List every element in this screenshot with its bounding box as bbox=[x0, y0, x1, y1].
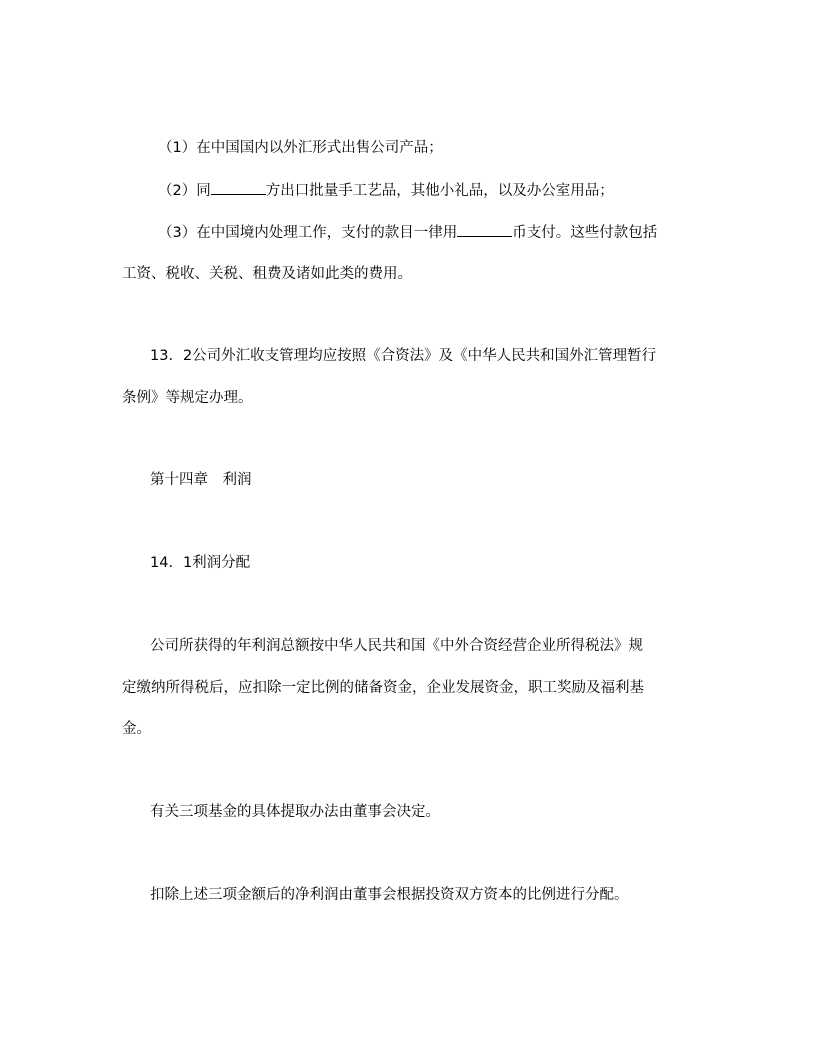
item-1-text: （1）在中国国内以外汇形式出售公司产品； bbox=[158, 140, 443, 156]
article-13-2-text-1: 13．2公司外汇收支管理均应按照《合资法》及《中华人民共和国外汇管理暂行 bbox=[150, 348, 657, 364]
profit-paragraph-line-2 bbox=[122, 678, 702, 698]
profit-paragraph-text-1: 公司所获得的年利润总额按中华人民共和国《中外合资经营企业所得税法》规 bbox=[150, 638, 643, 654]
distribution-paragraph bbox=[150, 885, 730, 905]
article-13-2-line-1 bbox=[150, 346, 730, 366]
profit-paragraph-line-1 bbox=[150, 636, 730, 656]
article-13-2-line-2 bbox=[122, 388, 702, 408]
item-1 bbox=[158, 138, 738, 158]
item-3-continued bbox=[122, 264, 702, 284]
chapter-14-title-text: 第十四章 利润 bbox=[150, 472, 252, 488]
profit-paragraph-text-3: 金。 bbox=[122, 721, 151, 737]
item-3-text-before: （3）在中国境内处理工作，支付的款目一律用 bbox=[158, 225, 458, 241]
profit-paragraph-line-3 bbox=[122, 719, 702, 739]
article-14-1-title bbox=[150, 553, 730, 573]
item-2 bbox=[158, 180, 738, 201]
funds-paragraph-text: 有关三项基金的具体提取办法由董事会决定。 bbox=[150, 804, 440, 820]
article-14-1-title-text: 14．1利润分配 bbox=[150, 555, 251, 571]
distribution-paragraph-text: 扣除上述三项金额后的净利润由董事会根据投资双方资本的比例进行分配。 bbox=[150, 887, 629, 903]
item-3-text-after: 币支付。这些付款包括 bbox=[512, 225, 658, 241]
article-13-2-text-2: 条例》等规定办理。 bbox=[122, 390, 253, 406]
item-2-text-after: 方出口批量手工艺品，其他小礼品，以及办公室用品； bbox=[265, 183, 614, 199]
item-2-text-before: （2）同 bbox=[158, 183, 211, 199]
item-3-continued-text: 工资、税收、关税、租费及诸如此类的费用。 bbox=[122, 266, 412, 282]
profit-paragraph-text-2: 定缴纳所得税后，应扣除一定比例的储备资金，企业发展资金，职工奖励及福利基 bbox=[122, 680, 644, 696]
blank-party bbox=[211, 180, 266, 195]
funds-paragraph bbox=[150, 802, 730, 822]
item-3 bbox=[158, 222, 698, 243]
blank-currency bbox=[457, 222, 512, 237]
chapter-14-title bbox=[150, 470, 730, 490]
